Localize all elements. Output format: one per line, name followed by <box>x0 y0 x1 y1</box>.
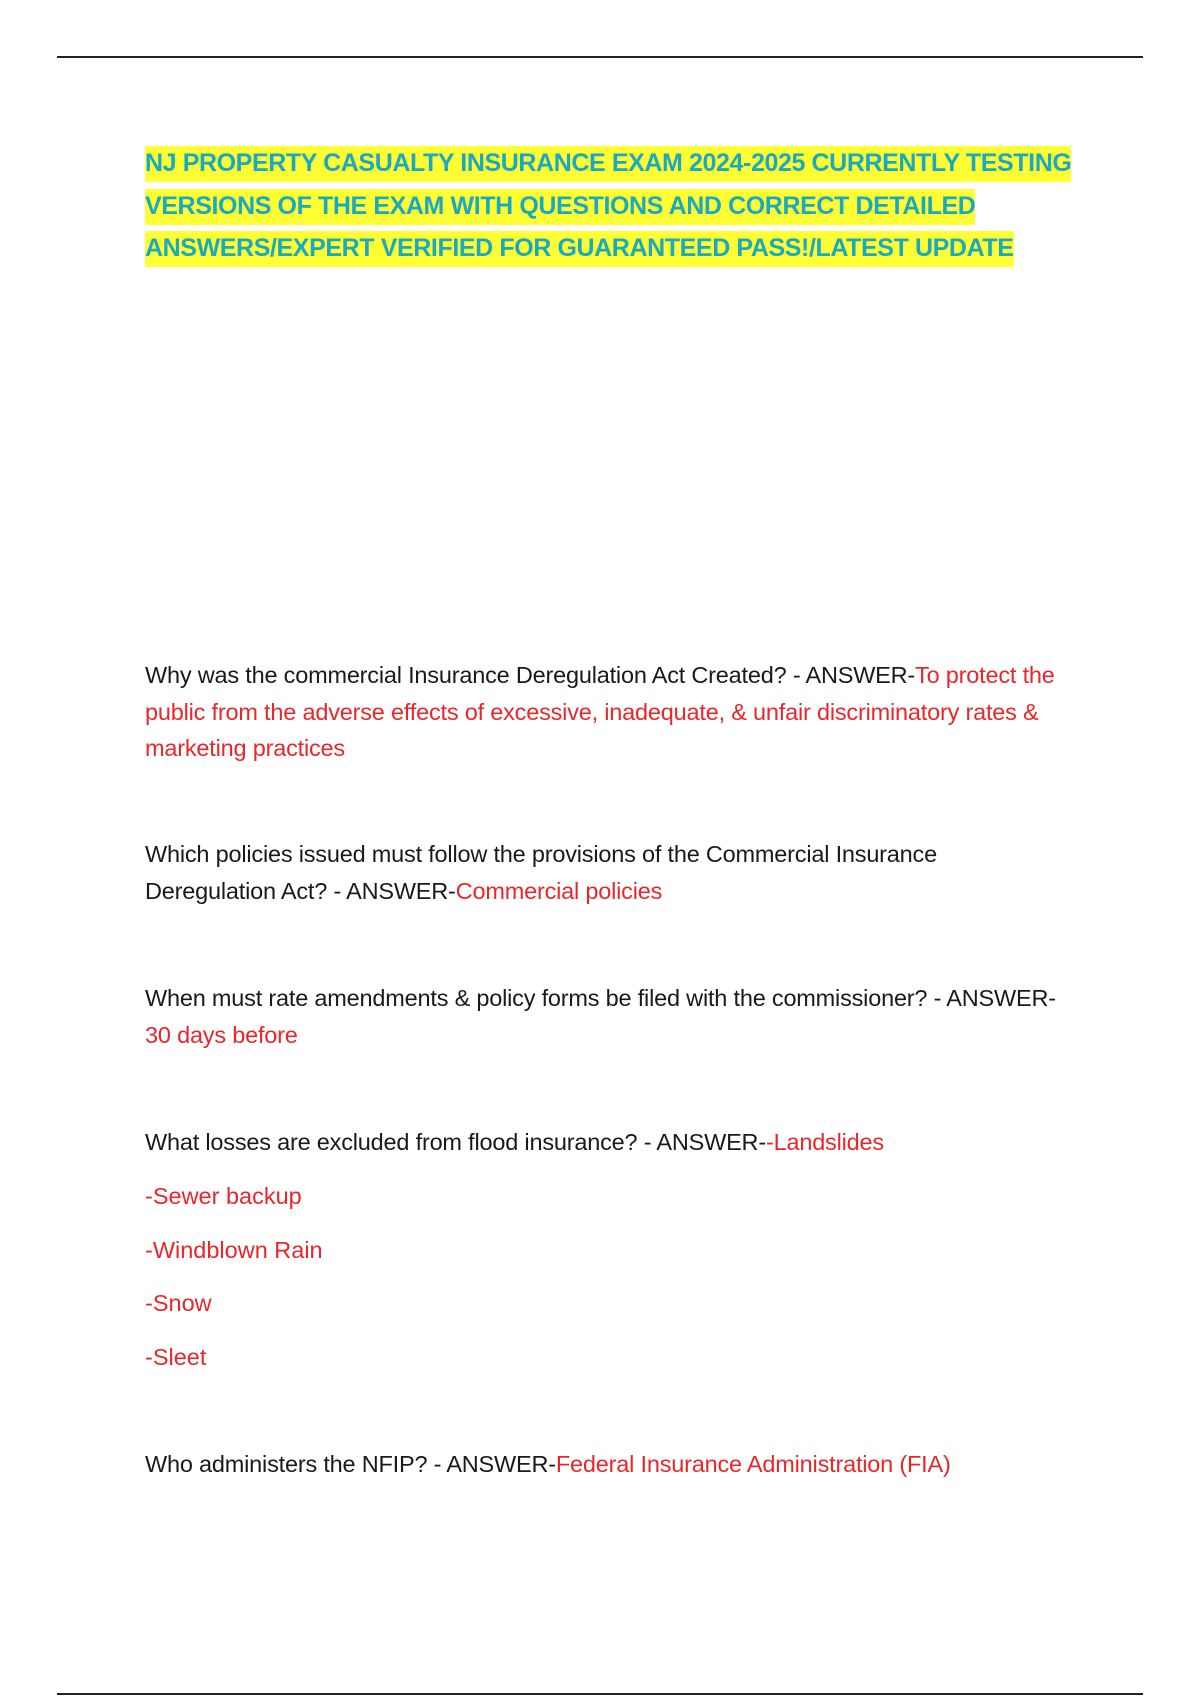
question-text: What losses are excluded from flood insurance? <box>145 1129 638 1155</box>
answer-separator: - ANSWER- <box>327 877 456 904</box>
answer-text: Commercial policies <box>455 877 663 904</box>
qa-item-2 <box>145 836 1065 909</box>
answer-list-item: -Windblown Rain <box>145 1237 323 1263</box>
question-text: Which policies issued must follow the provisions of the Commercial Insurance Deregulation Act? <box>145 841 937 904</box>
qa-item-1 <box>145 657 1065 767</box>
answer-list-item: -Snow <box>145 1290 212 1316</box>
question-text: Who administers the NFIP? <box>145 1451 428 1477</box>
answer-separator: - ANSWER- <box>786 662 916 688</box>
answer-list-item: -Sleet <box>145 1344 207 1370</box>
answer-separator: - ANSWER- <box>927 985 1056 1011</box>
qa-item-4 <box>145 1124 1065 1161</box>
answer-text: Federal Insurance Administration (FIA) <box>555 1451 951 1477</box>
qa-item-5 <box>145 1446 1065 1483</box>
answer-text: To protect the public from the adverse effects of excessive, inadequate, & unfair discriminatory rates & marketing practices <box>145 662 1055 761</box>
answer-separator: - ANSWER- <box>637 1129 766 1155</box>
answer-text: -Landslides <box>765 1129 884 1155</box>
bottom-rule <box>57 1693 1143 1695</box>
qa-item-3 <box>145 980 1065 1053</box>
question-text: When must rate amendments & policy forms be filed with the commissioner? <box>145 985 928 1011</box>
answer-list-item: -Sewer backup <box>145 1183 302 1209</box>
answer-text: 30 days before <box>145 1021 298 1048</box>
question-text: Why was the commercial Insurance Deregulation Act Created? <box>145 662 787 688</box>
top-rule <box>57 56 1143 58</box>
answer-separator: - ANSWER- <box>427 1451 556 1477</box>
title-highlight: NJ PROPERTY CASUALTY INSURANCE EXAM 2024-2025 CURRENTLY TESTING VERSIONS OF THE EXAM WITH QUESTIONS AND CORRECT DETAILED ANSWERS/EXPERT VERIFIED FOR GUARANTEED PASS!/LATEST UPDATE <box>145 146 1071 267</box>
document-title <box>145 142 1075 270</box>
